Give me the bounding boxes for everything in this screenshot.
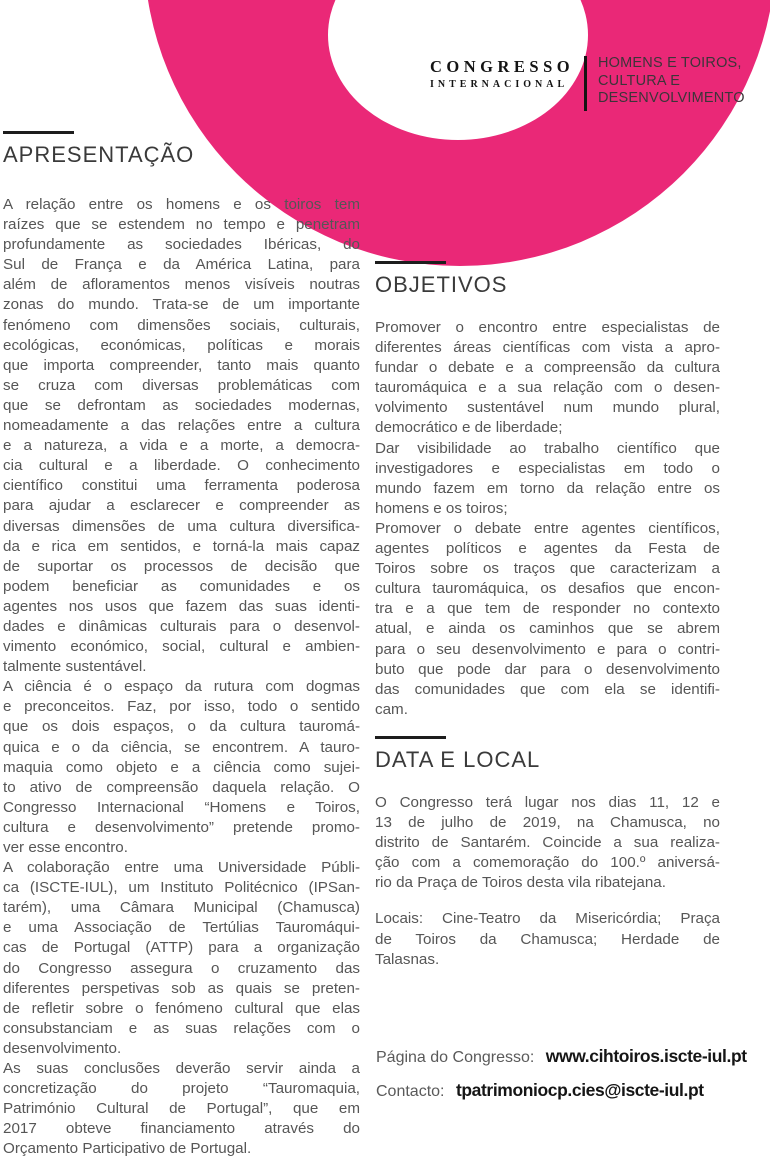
congress-subtitle: HOMENS E TOIROS, CULTURA E DESENVOLVIMENTO bbox=[598, 55, 745, 107]
section-data-e-local bbox=[375, 736, 720, 970]
contact-block bbox=[376, 1040, 766, 1108]
heading-bar bbox=[375, 261, 446, 264]
data-e-local-body: O Congresso terá lugar nos dias 11, 12 e 13 de julho de 2019, na Chamusca, no distrito de Santarém. Coincide a sua realiza- ção com a comemoração do 100.º aniversá- rio da Praça de Toiros desta vila ribatejana. Locais: Cine-Teatro da Misericórdia; Praça de Toiros da Chamusca; Herdade de Talasnas. bbox=[375, 794, 720, 968]
section-heading-data-e-local: DATA E LOCAL bbox=[375, 747, 541, 772]
section-apresentacao bbox=[3, 131, 360, 1160]
email-link[interactable]: tpatrimoniocp.cies@iscte-iul.pt bbox=[455, 1080, 704, 1100]
apresentacao-body: A relação entre os homens e os toiros tem raízes que se estendem no tempo e penetram profundamente as sociedades Ibéricas, do Sul de França e da América Latina, para além de afloramentos menos visíveis noutras zonas do mundo. Trata-se de um importante fenómeno com dimensões sociais, culturais, ecológicas, económicas, políticas e morais que importa compreender, tanto mais quanto se cruza com diversas problemáticas com que se defrontam as sociedades modernas, nomeadamente a das relações entre a cultura e a natureza, a vida e a morte, a democra- cia cultural e a liberdade. O conhecimento científico constitui uma ferramenta poderosa para ajudar a esclarecer e compreender as diversas dimensões de uma cultura diversifica- da e rica em sentidos, e torná-la mais capaz de suportar os processos de decisão que podem beneficiar as comunidades e os agentes nos usos que fazem das suas identi- dades e dinâmicas culturais para o desenvol- vimento económico, social, cultural e ambien- talmente sustentável. A ciência é o espaço da rutura com dogmas e preconceitos. Faz, por isso, todo o sentido que os dois espaços, o da cultura tauromá- quica e o da ciência, se encontrem. A tauro- maquia como objeto e a ciência como sujei- to ativo de compreensão daquela relação. O Congresso Internacional “Homens e Toiros, cultura e desenvolvimento” pretende promo- ver esse encontro. A colaboração entre uma Universidade Públi- ca (ISCTE-IUL), um Instituto Politécnico (IPSan- tarém), uma Câmara Municipal (Chamusca) e uma Associação de Tertúlias Tauromáqui- cas de Portugal (ATTP) para a organização do Congresso assegura o cruzamento das diferentes perspetivas sob as quais se preten- de refletir sobre o fenómeno cultural que elas consubstanciam e as suas relações com o desenvolvimento. As suas conclusões deverão servir ainda a concretização do projeto “Tauromaquia, Património Cultural de Portugal”, que em 2017 obteve financiamento através do Orçamento Participativo de Portugal. bbox=[3, 196, 360, 1158]
heading-bar bbox=[375, 736, 446, 739]
heading-bar bbox=[3, 131, 74, 134]
congress-title-block bbox=[430, 57, 575, 91]
congress-title-sub: INTERNACIONAL bbox=[430, 79, 569, 90]
section-heading-objetivos: OBJETIVOS bbox=[375, 272, 508, 297]
website-link[interactable]: www.cihtoiros.iscte-iul.pt bbox=[545, 1046, 747, 1066]
section-objetivos bbox=[375, 261, 720, 720]
contact-website-row bbox=[376, 1040, 766, 1074]
contact-email-row bbox=[376, 1074, 766, 1108]
section-heading-apresentacao: APRESENTAÇÃO bbox=[3, 142, 195, 167]
email-label: Contacto: bbox=[376, 1083, 445, 1100]
website-label: Página do Congresso: bbox=[376, 1049, 535, 1066]
title-divider-bar bbox=[584, 56, 587, 111]
congress-title: CONGRESSO bbox=[430, 57, 575, 76]
objetivos-body: Promover o encontro entre especialistas de diferentes áreas científicas com vista a apro- fundar o debate e a compreensão da cultura tauromáquica e a sua relação com o desen- volvimento sustentável num mundo plural, democrático e de liberdade; Dar visibilidade ao trabalho científico que investigadores e especialistas em todo o mundo fazem em torno da relação entre os homens e os toiros; Promover o debate entre agentes científicos, agentes políticos e agentes da Festa de Toiros sobre os traços que caracterizam a cultura tauromáquica, os desafios que encon- tra e a que tem de responder no contexto atual, e ainda os caminhos que se abrem para o seu desenvolvimento e para o contri- buto que pode dar para o desenvolvimento das comunidades que com ela se identifi- cam. bbox=[375, 319, 720, 718]
